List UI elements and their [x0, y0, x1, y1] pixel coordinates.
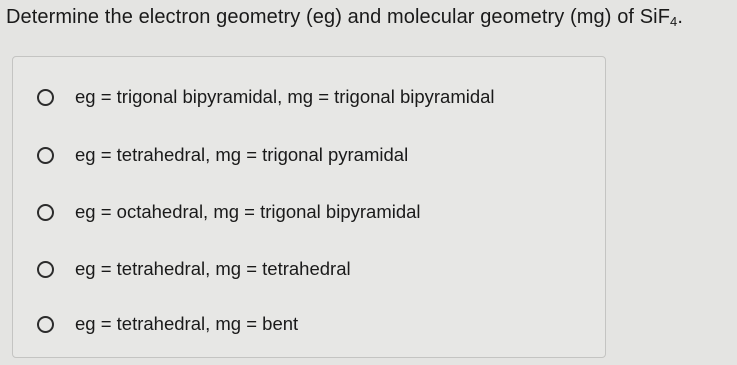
question-text-end: . — [677, 6, 684, 28]
question-text — [6, 6, 683, 29]
answer-option-4[interactable] — [37, 255, 351, 283]
answer-option-label: eg = octahedral, mg = trigonal bipyramidal — [75, 201, 421, 222]
answer-option-1[interactable] — [37, 83, 495, 111]
answer-option-label: eg = tetrahedral, mg = tetrahedral — [75, 258, 351, 279]
answer-option-label: eg = tetrahedral, mg = bent — [75, 313, 299, 334]
radio-button-icon[interactable] — [37, 147, 54, 164]
answer-option-label: eg = tetrahedral, mg = trigonal pyramidal — [75, 144, 409, 165]
radio-button-icon[interactable] — [37, 204, 54, 221]
radio-button-icon[interactable] — [37, 261, 54, 278]
answer-option-2[interactable] — [37, 141, 408, 169]
question-text-main: Determine the electron geometry (eg) and molecular geometry (mg) of SiF — [6, 6, 671, 28]
answer-option-5[interactable] — [37, 310, 298, 338]
radio-button-icon[interactable] — [37, 89, 54, 106]
question-subscript: 4 — [670, 14, 678, 29]
answer-options-panel — [12, 56, 606, 358]
answer-option-label: eg = trigonal bipyramidal, mg = trigonal bipyramidal — [75, 86, 495, 107]
answer-option-3[interactable] — [37, 198, 421, 226]
radio-button-icon[interactable] — [37, 316, 54, 333]
